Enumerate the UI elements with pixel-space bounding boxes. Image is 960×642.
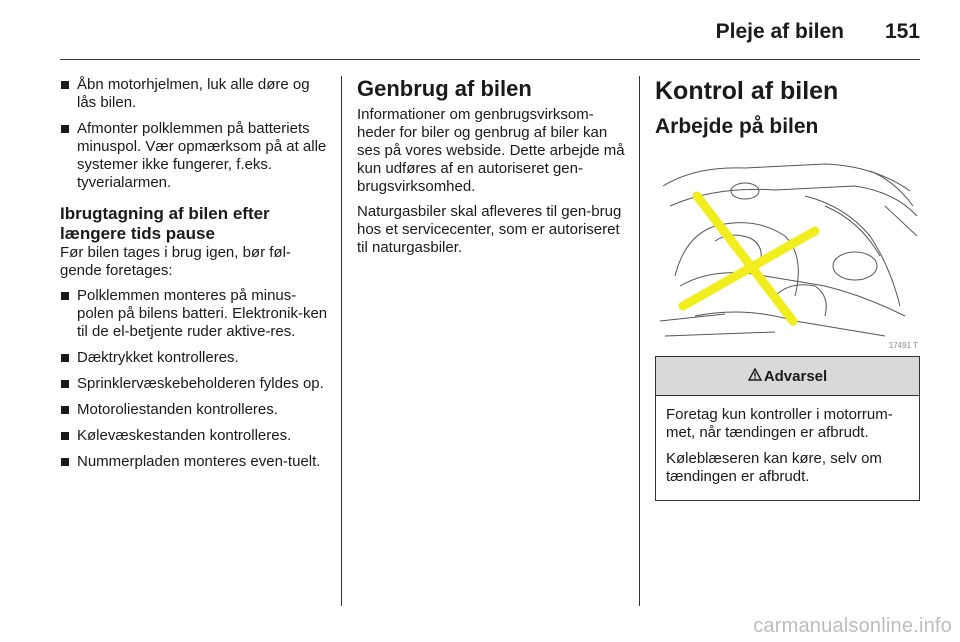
bullet-square-icon [61,380,69,388]
bullet-square-icon [61,458,69,466]
engine-bay-illustration [655,146,920,356]
list-item: Dæktrykket kontrolleres. [60,349,330,367]
bullet-square-icon [61,81,69,89]
bullet-square-icon [61,125,69,133]
list-item: Sprinklervæskebeholderen fyldes op. [60,375,330,393]
header-rule [60,59,920,60]
bullet-list [60,287,330,471]
column-left [60,76,330,479]
intro-paragraph: Før bilen tages i brug igen, bør føl-gende foretages: [60,244,291,279]
bullet-square-icon [61,354,69,362]
paragraph: Naturgasbiler skal afleveres til gen-brug hos et servicecenter, som er autoriseret til naturgasbiler. [357,203,622,256]
column-right [655,76,920,501]
list-item: Nummerpladen monteres even-tuelt. [60,453,330,471]
paragraph: Informationer om genbrugsvirksom-heder for biler og genbrug af biler kan ses på vores webside. Dette arbejde må kun udføres af en autoriseret gen-brugsvirksomhed. [357,106,625,195]
header-title: Pleje af bilen [715,20,844,43]
warning-paragraph: Køleblæseren kan køre, selv om tændingen er afbrudt. [666,450,882,485]
bullet-square-icon [61,406,69,414]
section-subheading: Ibrugtagning af bilen efter længere tids pause [60,204,270,243]
section-heading: Genbrug af bilen [357,76,532,101]
page-header [60,14,920,58]
column-divider-1 [341,76,342,606]
warning-box [655,356,920,501]
chapter-heading: Kontrol af bilen [655,77,839,105]
list-item: Polklemmen monteres på minus-polen på bilens batteri. Elektronik-ken til de el-betjente ruder aktive-res. [60,287,330,341]
warning-header [656,357,919,396]
list-item: Afmonter polklemmen på batteriets minuspol. Vær opmærksom på at alle systemer ikke fungerer, f.eks. tyverialarmen. [60,120,330,192]
figure-code: 17491 T [888,341,918,350]
page-number: 151 [884,20,920,43]
cross-mark-icon [683,196,815,321]
column-divider-2 [639,76,640,606]
warning-paragraph: Foretag kun kontroller i motorrum-met, når tændingen er afbrudt. [666,406,893,441]
watermark: carmanualsonline.info [753,615,952,637]
engine-bay-drawing [655,146,920,351]
warning-title: Advarsel [763,367,828,385]
list-item: Motoroliestanden kontrolleres. [60,401,330,419]
bullet-square-icon [61,292,69,300]
section-heading: Arbejde på bilen [655,115,819,138]
list-item: Kølevæskestanden kontrolleres. [60,427,330,445]
list-item: Åbn motorhjelmen, luk alle døre og lås bilen. [60,76,330,112]
column-middle [357,76,625,264]
bullet-square-icon [61,432,69,440]
warning-body [656,396,919,500]
bullet-list-top [60,76,330,192]
warning-triangle-icon [748,368,762,385]
